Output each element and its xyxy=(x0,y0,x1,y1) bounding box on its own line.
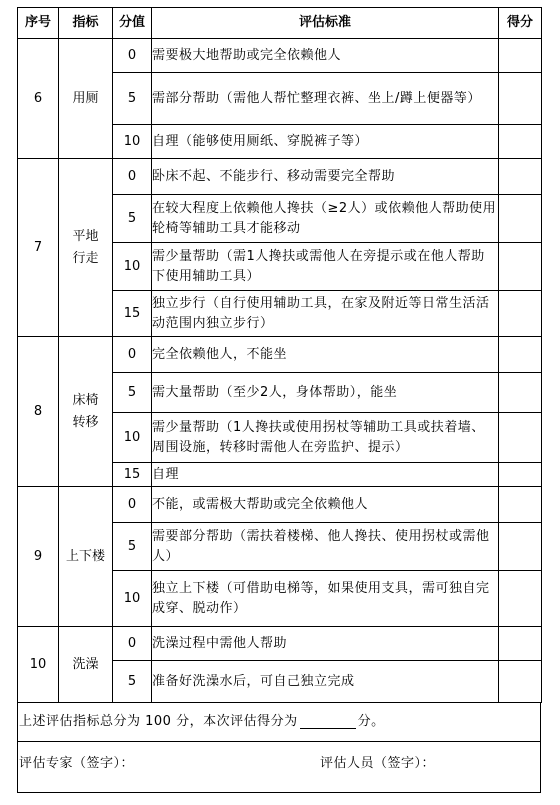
score-cell[interactable] xyxy=(499,487,542,523)
score-value: 15 xyxy=(113,291,152,337)
summary-unit: 分。 xyxy=(357,714,385,729)
score-value: 10 xyxy=(113,243,152,291)
score-value: 5 xyxy=(113,661,152,703)
criteria-text: 准备好洗澡水后，可自己独立完成 xyxy=(152,661,499,703)
staff-signature-label: 评估人员（签字）： xyxy=(320,756,436,771)
score-value: 0 xyxy=(113,337,152,373)
item-number: 9 xyxy=(18,487,59,627)
score-cell[interactable] xyxy=(499,523,542,571)
criteria-text: 需部分帮助（需他人帮忙整理衣裤、坐上/蹲上便器等） xyxy=(152,73,499,125)
score-value: 10 xyxy=(113,125,152,159)
score-cell[interactable] xyxy=(499,125,542,159)
score-value: 5 xyxy=(113,373,152,413)
indicator-label: 床椅转移 xyxy=(72,392,99,430)
indicator-name xyxy=(59,159,113,337)
criteria-text: 独立上下楼（可借助电梯等，如果使用支具，需可独自完成穿、脱动作） xyxy=(152,571,499,627)
indicator-label: 用厕 xyxy=(72,90,99,106)
table-row xyxy=(18,487,542,523)
criteria-text: 独立步行（自行使用辅助工具，在家及附近等日常生活活动范围内独立步行） xyxy=(152,291,499,337)
item-number: 10 xyxy=(18,627,59,703)
score-cell[interactable] xyxy=(499,661,542,703)
table-row xyxy=(18,627,542,661)
table-row xyxy=(18,159,542,195)
criteria-text: 需少量帮助（需1人搀扶或需他人在旁提示或在他人帮助下使用辅助工具） xyxy=(152,243,499,291)
table-row xyxy=(18,39,542,73)
criteria-text: 卧床不起、不能步行、移动需要完全帮助 xyxy=(152,159,499,195)
criteria-text: 需少量帮助（1人搀扶或使用拐杖等辅助工具或扶着墙、周围设施，转移时需他人在旁监护、提示） xyxy=(152,413,499,463)
summary-text: 上述评估指标总分为 100 分，本次评估得分为 xyxy=(19,714,298,729)
score-cell[interactable] xyxy=(499,159,542,195)
expert-signature-label: 评估专家（签字）： xyxy=(19,756,135,771)
header-score: 分值 xyxy=(113,8,152,39)
header-row xyxy=(18,8,542,39)
score-value: 5 xyxy=(113,195,152,243)
criteria-text: 完全依赖他人，不能坐 xyxy=(152,337,499,373)
score-value: 10 xyxy=(113,413,152,463)
score-cell[interactable] xyxy=(499,195,542,243)
score-cell[interactable] xyxy=(499,373,542,413)
total-score-blank[interactable] xyxy=(300,714,356,729)
score-cell[interactable] xyxy=(499,337,542,373)
score-value: 10 xyxy=(113,571,152,627)
indicator-label: 平地行走 xyxy=(72,228,99,266)
item-number: 7 xyxy=(18,159,59,337)
indicator-name xyxy=(59,337,113,487)
header-no: 序号 xyxy=(18,8,59,39)
score-cell[interactable] xyxy=(499,571,542,627)
header-result: 得分 xyxy=(499,8,542,39)
header-indicator: 指标 xyxy=(59,8,113,39)
criteria-text: 不能，或需极大帮助或完全依赖他人 xyxy=(152,487,499,523)
score-value: 5 xyxy=(113,73,152,125)
criteria-text: 洗澡过程中需他人帮助 xyxy=(152,627,499,661)
assessment-table xyxy=(17,7,542,703)
indicator-name: 洗澡 xyxy=(59,627,113,703)
criteria-text: 自理（能够使用厕纸、穿脱裤子等） xyxy=(152,125,499,159)
score-value: 15 xyxy=(113,463,152,487)
table-row xyxy=(18,337,542,373)
score-cell[interactable] xyxy=(499,291,542,337)
criteria-text: 自理 xyxy=(152,463,499,487)
indicator-name: 上下楼 xyxy=(59,487,113,627)
score-cell[interactable] xyxy=(499,627,542,661)
score-cell[interactable] xyxy=(499,39,542,73)
score-value: 0 xyxy=(113,39,152,73)
signature-row xyxy=(17,742,541,793)
total-score-statement xyxy=(17,703,541,742)
score-value: 0 xyxy=(113,159,152,195)
score-cell[interactable] xyxy=(499,413,542,463)
score-cell[interactable] xyxy=(499,243,542,291)
item-number: 6 xyxy=(18,39,59,159)
score-value: 0 xyxy=(113,627,152,661)
criteria-text: 需要部分帮助（需扶着楼梯、他人搀扶、使用拐杖或需他人） xyxy=(152,523,499,571)
score-value: 5 xyxy=(113,523,152,571)
assessment-sheet xyxy=(17,7,541,793)
score-cell[interactable] xyxy=(499,463,542,487)
criteria-text: 在较大程度上依赖他人搀扶（≥2人）或依赖他人帮助使用轮椅等辅助工具才能移动 xyxy=(152,195,499,243)
score-value: 0 xyxy=(113,487,152,523)
criteria-text: 需大量帮助（至少2人，身体帮助），能坐 xyxy=(152,373,499,413)
criteria-text: 需要极大地帮助或完全依赖他人 xyxy=(152,39,499,73)
score-cell[interactable] xyxy=(499,73,542,125)
header-criteria: 评估标准 xyxy=(152,8,499,39)
item-number: 8 xyxy=(18,337,59,487)
indicator-name xyxy=(59,39,113,159)
